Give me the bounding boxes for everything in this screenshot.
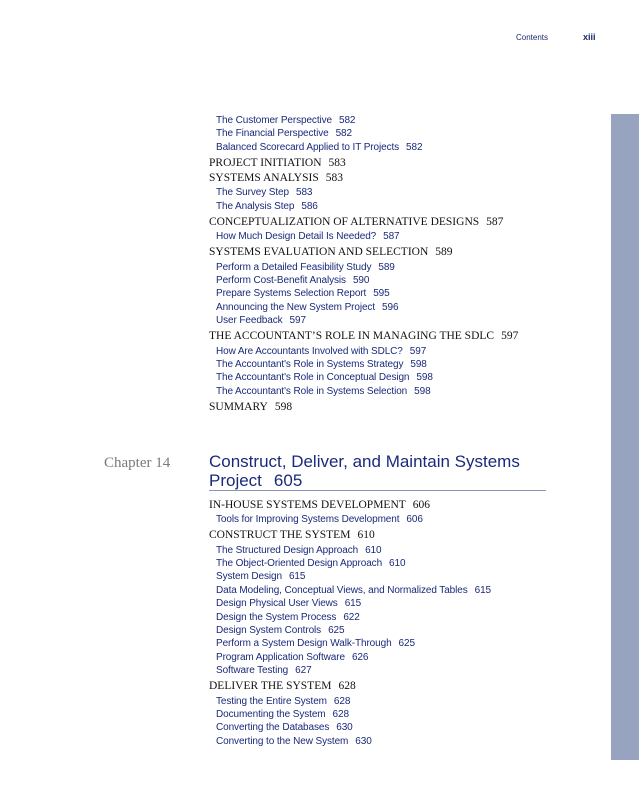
toc-entry-page: 583 <box>295 187 313 199</box>
toc-entry[interactable] <box>216 709 349 720</box>
toc-entry-page: 587 <box>486 216 504 228</box>
toc-entry[interactable] <box>216 315 306 326</box>
toc-entry-title: The Accountant's Role in Conceptual Design <box>216 372 410 384</box>
toc-entry[interactable] <box>216 545 381 556</box>
toc-entry-page: 630 <box>336 722 353 734</box>
toc-entry[interactable] <box>216 736 372 747</box>
toc-entry-title: SUMMARY <box>209 401 268 413</box>
toc-entry-title: Converting the Databases <box>216 722 330 734</box>
toc-entry-page: 589 <box>378 261 395 273</box>
toc-entry-title: CONSTRUCT THE SYSTEM <box>209 529 351 542</box>
toc-entry[interactable] <box>216 722 353 733</box>
toc-section-heading[interactable] <box>209 246 453 258</box>
toc-entry-page: 606 <box>412 499 431 511</box>
toc-entry-title: SYSTEMS EVALUATION AND SELECTION <box>209 246 429 259</box>
toc-entry-page: 587 <box>383 231 400 243</box>
toc-entry-page: 582 <box>335 128 352 140</box>
toc-entry[interactable] <box>216 275 369 286</box>
toc-entry[interactable] <box>216 288 390 299</box>
toc-entry-title: DELIVER THE SYSTEM <box>209 680 332 693</box>
toc-entry-page: 589 <box>435 246 453 259</box>
toc-entry-page: 615 <box>288 571 306 583</box>
toc-entry-title: Design System Controls <box>216 625 322 636</box>
toc-section-heading[interactable] <box>209 680 356 692</box>
chapter-divider <box>209 490 546 491</box>
toc-entry[interactable] <box>216 142 422 153</box>
toc-entry-title: THE ACCOUNTANT’S ROLE IN MANAGING THE SDLC <box>209 330 495 343</box>
chapter-title[interactable] <box>209 452 549 490</box>
toc-entry-page: 583 <box>325 172 343 185</box>
toc-entry-title: Program Application Software <box>216 651 345 663</box>
toc-entry-page: 628 <box>332 709 349 720</box>
toc-entry-title: Announcing the New System Project <box>216 301 376 313</box>
toc-entry-title: Balanced Scorecard Applied to IT Projects <box>216 141 400 153</box>
toc-entry[interactable] <box>216 696 350 707</box>
toc-entry-title: The Object-Oriented Design Approach <box>216 558 383 569</box>
toc-entry-page: 628 <box>333 695 351 707</box>
toc-entry-title: PROJECT INITIATION <box>209 157 322 169</box>
toc-entry-page: 582 <box>338 115 356 126</box>
toc-entry-title: The Financial Perspective <box>216 128 329 140</box>
toc-entry-title: Documenting the System <box>216 709 326 720</box>
toc-entry[interactable] <box>216 201 318 212</box>
toc-entry-title: SYSTEMS ANALYSIS <box>209 172 319 185</box>
chapter-title-text: Construct, Deliver, and Maintain Systems Project <box>209 452 520 490</box>
toc-entry[interactable] <box>216 231 400 242</box>
toc-entry-title: The Analysis Step <box>216 200 295 212</box>
toc-entry-page: 583 <box>328 157 346 169</box>
toc-section-heading[interactable] <box>209 401 292 413</box>
toc-entry[interactable] <box>216 612 360 623</box>
running-header-label: Contents <box>516 33 549 42</box>
toc-entry-title: Perform a Detailed Feasibility Study <box>216 261 372 273</box>
toc-entry-page: 610 <box>389 558 406 569</box>
toc-entry-page: 630 <box>355 735 372 747</box>
toc-entry-title: Prepare Systems Selection Report <box>216 288 367 300</box>
toc-entry[interactable] <box>216 638 415 649</box>
toc-entry[interactable] <box>216 571 305 582</box>
toc-entry-page: 610 <box>365 544 382 556</box>
toc-entry[interactable] <box>216 128 352 139</box>
toc-entry[interactable] <box>216 514 423 525</box>
toc-entry-page: 626 <box>351 651 369 663</box>
toc-section-heading[interactable] <box>209 529 375 541</box>
toc-entry-title: System Design <box>216 571 282 583</box>
toc-entry[interactable] <box>216 598 361 609</box>
toc-entry-page: 598 <box>416 372 433 384</box>
chapter-label: Chapter 14 <box>104 455 171 471</box>
toc-entry-page: 615 <box>474 584 491 596</box>
toc-entry[interactable] <box>216 585 491 596</box>
toc-entry-title: The Customer Perspective <box>216 115 332 126</box>
toc-entry[interactable] <box>216 665 312 676</box>
toc-entry-title: User Feedback <box>216 315 283 327</box>
toc-entry[interactable] <box>216 346 426 357</box>
toc-entry[interactable] <box>216 187 312 198</box>
toc-entry-title: How Are Accountants Involved with SDLC? <box>216 345 403 357</box>
toc-entry-page: 582 <box>406 141 423 153</box>
toc-entry-page: 615 <box>344 598 362 610</box>
toc-entry-page: 610 <box>357 529 375 542</box>
toc-entry-page: 606 <box>406 514 423 526</box>
toc-entry-title: The Survey Step <box>216 187 289 199</box>
toc-entry[interactable] <box>216 359 427 370</box>
toc-entry[interactable] <box>216 386 431 397</box>
toc-entry-title: The Accountant's Role in Systems Strategy <box>216 359 404 370</box>
toc-entry-title: Software Testing <box>216 665 289 677</box>
toc-entry[interactable] <box>216 115 355 126</box>
toc-entry-title: How Much Design Detail Is Needed? <box>216 231 377 243</box>
toc-entry-title: Tools for Improving Systems Development <box>216 514 400 526</box>
toc-entry-page: 625 <box>328 625 345 636</box>
side-tab-bar <box>611 114 639 760</box>
toc-entry-page: 597 <box>289 315 306 327</box>
toc-entry-title: CONCEPTUALIZATION OF ALTERNATIVE DESIGNS <box>209 216 480 228</box>
toc-entry[interactable] <box>216 372 433 383</box>
toc-entry-page: 590 <box>352 275 370 286</box>
toc-entry-page: 622 <box>343 611 360 623</box>
toc-entry[interactable] <box>216 558 405 569</box>
toc-entry-page: 597 <box>501 330 519 343</box>
toc-section-heading[interactable] <box>209 216 503 228</box>
toc-entry-title: Design Physical User Views <box>216 598 338 610</box>
toc-section-heading[interactable] <box>209 330 518 342</box>
toc-entry-page: 586 <box>301 200 318 212</box>
toc-entry-page: 598 <box>414 385 431 397</box>
toc-entry-title: The Accountant's Role in Systems Selection <box>216 385 408 397</box>
toc-section-heading[interactable] <box>209 172 343 184</box>
toc-entry-page: 625 <box>398 638 415 650</box>
toc-section-heading[interactable] <box>209 157 346 169</box>
toc-entry[interactable] <box>216 652 368 663</box>
toc-entry[interactable] <box>216 262 395 273</box>
toc-entry-title: Design the System Process <box>216 611 337 623</box>
page-number: xiii <box>583 32 596 42</box>
toc-entry-title: IN-HOUSE SYSTEMS DEVELOPMENT <box>209 499 406 511</box>
toc-section-heading[interactable] <box>209 499 430 511</box>
toc-entry-title: The Structured Design Approach <box>216 544 359 556</box>
toc-entry-page: 596 <box>382 301 399 313</box>
toc-entry-title: Perform a System Design Walk-Through <box>216 638 392 650</box>
toc-entry[interactable] <box>216 302 398 313</box>
toc-entry-title: Testing the Entire System <box>216 695 327 707</box>
toc-entry-page: 595 <box>373 288 390 300</box>
toc-entry-page: 627 <box>295 665 312 677</box>
toc-entry-page: 597 <box>409 345 427 357</box>
toc-entry-page: 598 <box>410 359 427 370</box>
toc-entry[interactable] <box>216 625 344 636</box>
toc-entry-title: Data Modeling, Conceptual Views, and Normalized Tables <box>216 584 468 596</box>
toc-entry-page: 628 <box>338 680 356 693</box>
toc-entry-page: 598 <box>274 401 293 413</box>
toc-entry-title: Converting to the New System <box>216 735 349 747</box>
toc-entry-title: Perform Cost-Benefit Analysis <box>216 275 346 286</box>
chapter-page: 605 <box>273 471 303 490</box>
